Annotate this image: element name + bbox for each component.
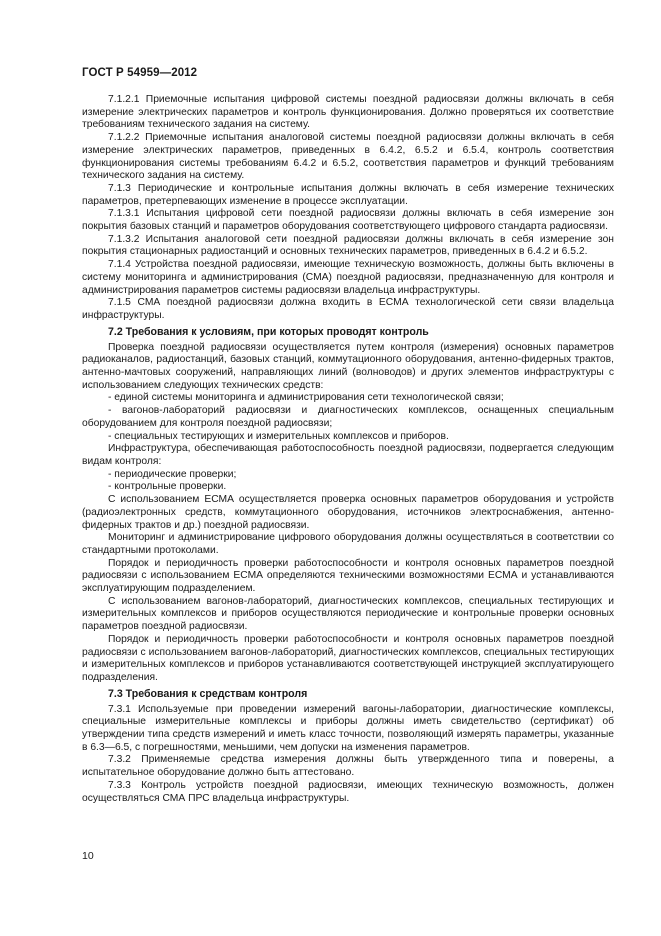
list-item: - единой системы мониторинга и администрирования сети технологической связи; xyxy=(108,392,504,404)
section-heading-7-3: 7.3 Требования к средствам контроля xyxy=(108,687,308,700)
paragraph-7-1-3-2: 7.1.3.2 Испытания аналоговой сети поездной радиосвязи должны включать в себя измерение зон покрытия стационарных радиостанций и основных технических параметров, приведенных в 6.4.2 и 6.5.2. xyxy=(82,233,614,258)
paragraph-7-1-4: 7.1.4 Устройства поездной радиосвязи, имеющие техническую возможность, должны быть включены в систему мониторинга и администрирования (СМА) поездной радиосвязи, предназначенную для контроля и администрирования параметров системы радиосвязи владельца инфраструктуры. xyxy=(82,259,614,296)
paragraph-7-1-2-1: 7.1.2.1 Приемочные испытания цифровой системы поездной радиосвязи должны включать в себя измерение электрических параметров и контроль функционирования. Должно проверяться их соответствие требованиям технического задания на систему. xyxy=(82,94,614,131)
paragraph-7-2-labs: С использованием вагонов-лабораторий, диагностических комплексов, специальных тестирующих и измерительных комплексов и приборов осуществляются периодические и контрольные проверки основных параметров поездной радиосвязи. xyxy=(82,595,614,633)
paragraph-7-2-labs-order: Порядок и периодичность проверки работоспособности и контроля основных параметров поездной радиосвязи с использованием вагонов-лабораторий, диагностических комплексов, специальных тестирующих и измерительных комплексов и приборов устанавливаются соответствующей инструкцией эксплуатирующего подразделения. xyxy=(82,633,614,683)
paragraph-7-2-intro: Проверка поездной радиосвязи осуществляется путем контроля (измерения) основных параметров радиоканалов, радиостанций, базовых станций, коммутационного оборудования, антенно-фидерных трактов, антенно-мачтовых сооружений, направляющих линий (волноводов) и других элементов инфраструктуры с использованием следующих технических средств: xyxy=(82,341,614,391)
paragraph-7-1-5: 7.1.5 СМА поездной радиосвязи должна входить в ЕСМА технологической сети связи владельца инфраструктуры. xyxy=(82,297,614,321)
list-item: - вагонов-лабораторий радиосвязи и диагностических комплексов, оснащенных специальным оборудованием для контроля поездной радиосвязи; xyxy=(82,405,614,429)
paragraph-7-3-2: 7.3.2 Применяемые средства измерения должны быть утвержденного типа и поверены, а испытательное оборудование должно быть аттестовано. xyxy=(82,754,614,779)
paragraph-7-3-3: 7.3.3 Контроль устройств поездной радиосвязи, имеющих техническую возможность, должен осуществляться СМА ПРС владельца инфраструктуры. xyxy=(82,779,614,804)
list-item: - специальных тестирующих и измерительных комплексов и приборов. xyxy=(108,430,449,442)
paragraph-7-1-3: 7.1.3 Периодические и контрольные испытания должны включать в себя измерение технических параметров, претерпевающих изменение в процессе эксплуатации. xyxy=(82,182,614,207)
paragraph-7-2-monitoring: Мониторинг и администрирование цифрового оборудования должны осуществляться в соответствии со стандартными протоколами. xyxy=(82,532,614,556)
paragraph-7-2-esma: С использованием ЕСМА осуществляется проверка основных параметров оборудования и устройств (радиоэлектронных средств, коммутационного оборудования, источников электроснабжения, антенно-фидерных трактов и др.) поездной радиосвязи. xyxy=(82,494,614,531)
paragraph-7-2-control-types: Инфраструктура, обеспечивающая работоспособность поездной радиосвязи, подвергается следующим видам контроля: xyxy=(82,443,614,467)
document-header: ГОСТ Р 54959—2012 xyxy=(82,67,198,79)
paragraph-7-1-2-2: 7.1.2.2 Приемочные испытания аналоговой системы поездной радиосвязи должны включать в себя измерение электрических параметров, приведенных в 6.4.2, 6.5.2 и 6.5.4, контроль соответствия функционирования системы требованиям 6.4.2 и 6.5.2, соответствия параметров и функций требованиям технического задания на систему. xyxy=(82,132,614,182)
paragraph-7-1-3-1: 7.1.3.1 Испытания цифровой сети поездной радиосвязи должны включать в себя измерение зон покрытия базовых станций и параметров оборудования соответствующего цифрового стандарта радиосвязи. xyxy=(82,208,614,233)
document-body xyxy=(82,94,614,805)
paragraph-7-3-1: 7.3.1 Используемые при проведении измерений вагоны-лаборатории, диагностические комплексы, специальные измерительные комплексы и приборы должны иметь свидетельство (сертификат) об утверждении типа средств измерений и иметь класс точности, позволяющий измерять параметры, указанные в 6.3—6.5, с погрешностями, меньшими, чем допуски на изменения параметров. xyxy=(82,703,614,753)
section-heading-7-2: 7.2 Требования к условиям, при которых проводят контроль xyxy=(108,325,429,338)
page-number: 10 xyxy=(82,850,94,862)
paragraph-7-2-esma-order: Порядок и периодичность проверки работоспособности и контроля основных параметров поездной радиосвязи с использованием ЕСМА определяются техническими возможностями ЕСМА и устанавливаются эксплуатирующим подразделением. xyxy=(82,557,614,595)
list-item: - контрольные проверки. xyxy=(108,481,227,493)
list-item: - периодические проверки; xyxy=(108,468,237,480)
